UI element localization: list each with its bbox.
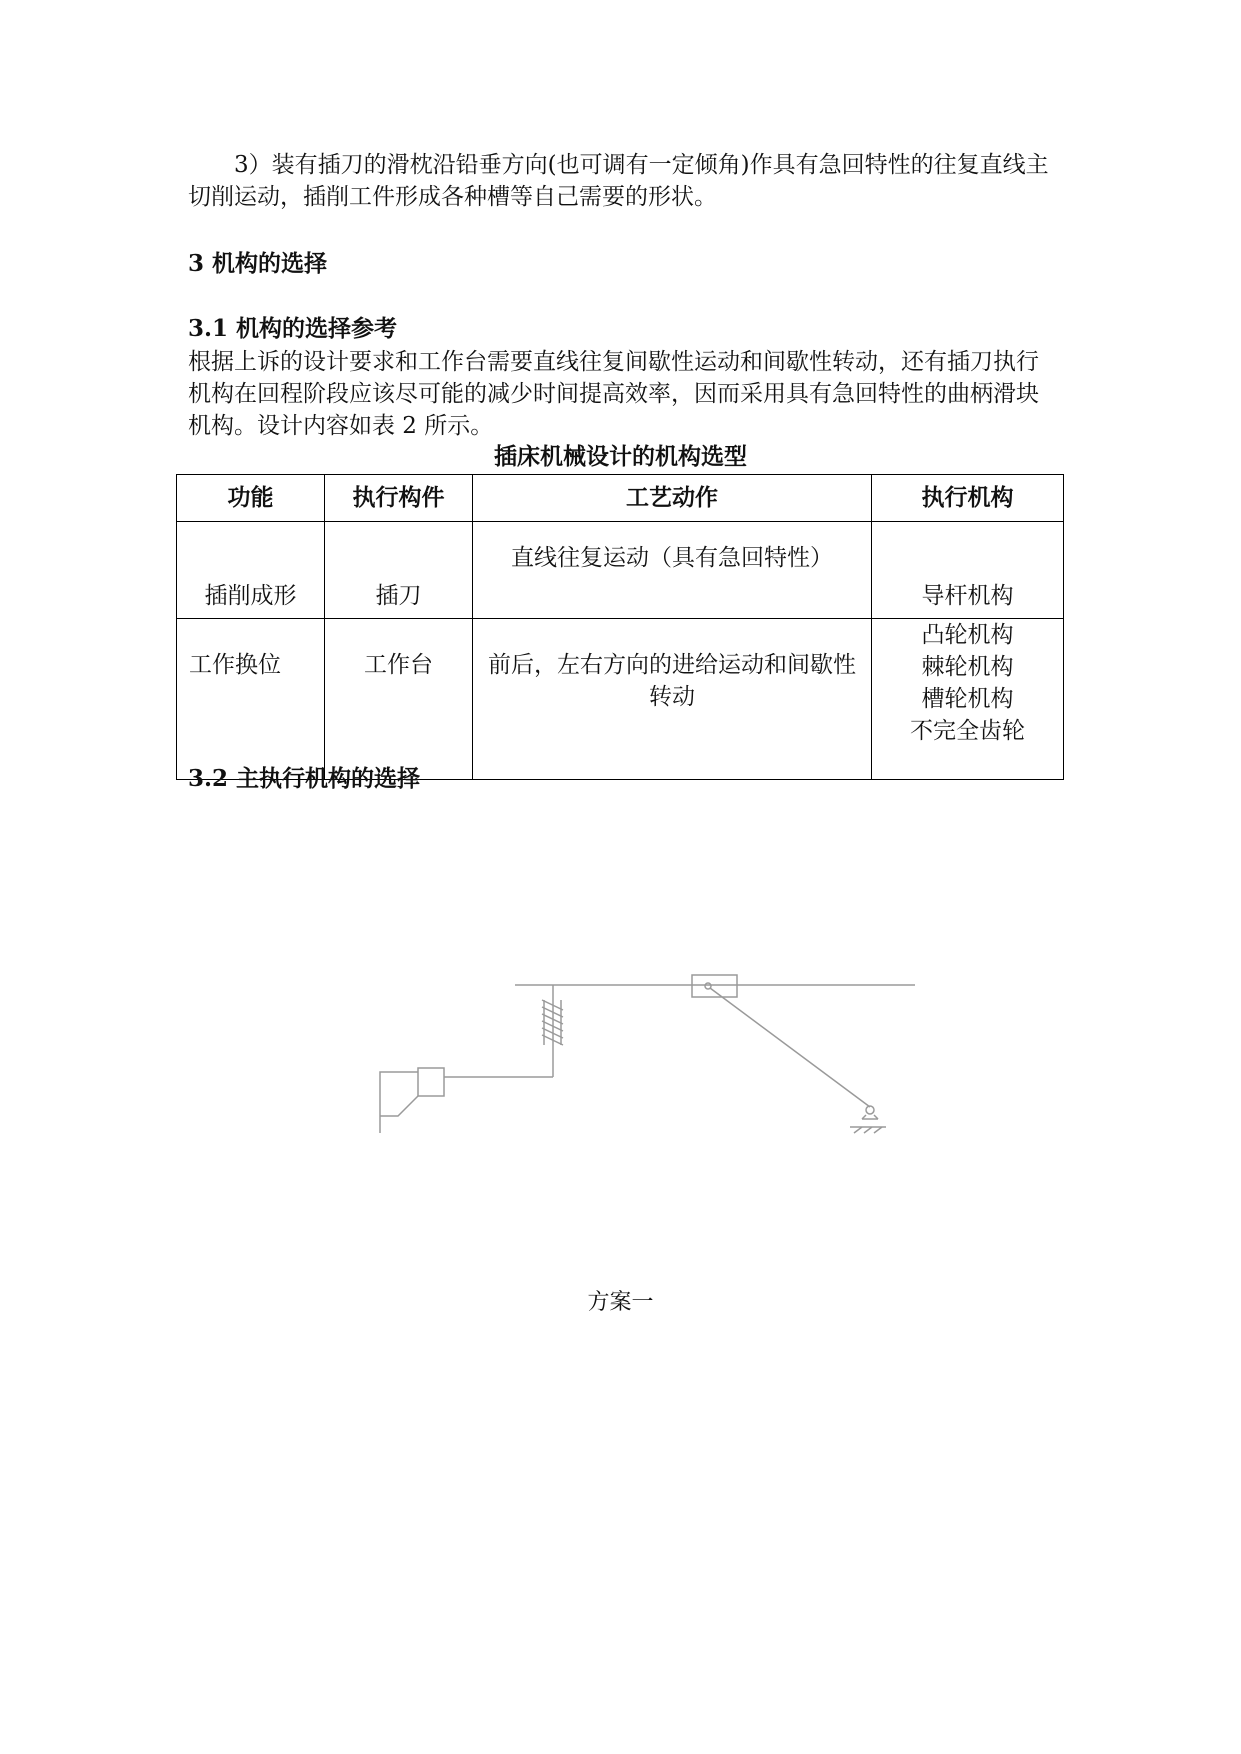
crank-link [710,988,870,1107]
ground-hatch [854,1127,862,1133]
section-3-2-heading: 3.2 主执行机构的选择 [188,765,421,792]
cell-function: 工作换位 [177,619,325,780]
mechanism-item: 凸轮机构 [921,622,1014,648]
header-mechanism: 执行机构 [872,475,1064,522]
mechanism-item: 棘轮机构 [921,654,1014,680]
figure-caption: 方案一 [587,1290,654,1315]
cell-mechanism: 导杆机构 [872,522,1064,619]
table-row [177,522,1064,619]
cell-action: 直线往复运动（具有急回特性） [473,522,872,619]
section-3-heading: 3 机构的选择 [188,250,328,277]
section-3-1-heading: 3.1 机构的选择参考 [188,315,398,342]
cell-action: 前后，左右方向的进给运动和间歇性转动 [473,619,872,780]
ground-hatch [874,1127,882,1133]
cell-mechanism-list [872,619,1064,780]
paragraph-item-3: 3）装有插刀的滑枕沿铅垂方向(也可调有一定倾角)作具有急回特性的往复直线主切削运动，插削工件形成各种槽等自己需要的形状。 [188,152,1049,210]
slider-block [692,975,737,997]
fixed-pivot [866,1106,874,1114]
cell-member: 工作台 [325,619,473,780]
tool-block [418,1068,444,1096]
table-row [177,619,1064,780]
table-header-row [177,475,1064,522]
header-action: 工艺动作 [473,475,872,522]
mechanism-diagram [370,955,930,1155]
header-member: 执行构件 [325,475,473,522]
section-3-1-body: 根据上诉的设计要求和工作台需要直线往复间歇性运动和间歇性转动，还有插刀执行机构在回程阶段应该尽可能的减少时间提高效率，因而采用具有急回特性的曲柄滑块机构。设计内容如表 2 所示。 [188,349,1039,439]
cell-member: 插刀 [325,522,473,619]
header-function: 功能 [177,475,325,522]
mechanism-item: 不完全齿轮 [910,718,1025,744]
mechanism-item: 槽轮机构 [921,686,1014,712]
mechanism-selection-table [176,474,1064,780]
ground-hatch [864,1127,872,1133]
table-caption: 插床机械设计的机构选型 [494,443,747,470]
cell-function: 插削成形 [177,522,325,619]
tool-tip [380,1096,418,1116]
